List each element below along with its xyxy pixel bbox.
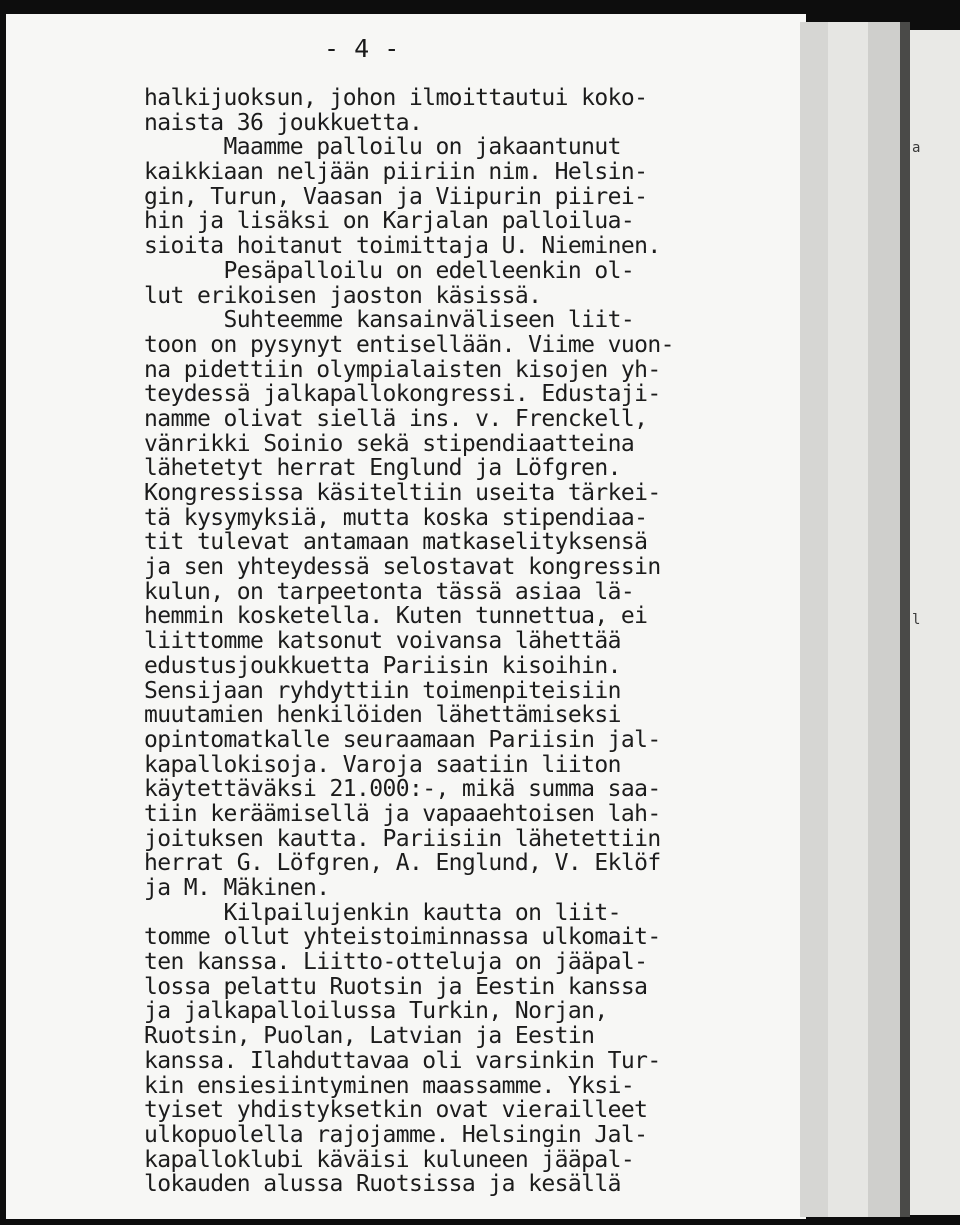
text-line: tiin keräämisellä ja vapaaehtoisen lah-: [144, 800, 661, 827]
book-edge: [868, 22, 900, 1217]
text-line: liittomme katsonut voivansa lähettää: [144, 628, 621, 655]
text-line: Kongressissa käsiteltiin useita tärkei-: [144, 480, 661, 506]
text-line: kapallokisoja. Varoja saatiin liiton: [144, 751, 621, 778]
text-line: Suhteemme kansainväliseen liit-: [144, 307, 635, 334]
text-line: hin ja lisäksi on Karjalan palloilua-: [144, 208, 635, 235]
text-line: ja sen yhteydessä selostavat kongressin: [144, 554, 661, 581]
text-line: Maamme palloilu on jakaantunut: [144, 134, 621, 161]
text-line: lähetetyt herrat Englund ja Löfgren.: [144, 455, 621, 482]
page-number: - 4 -: [324, 34, 400, 63]
text-line: kin ensiesiintyminen maassamme. Yksi-: [144, 1072, 635, 1099]
text-line: ten kanssa. Liitto-otteluja on jääpal-: [144, 949, 648, 976]
margin-mark: l: [912, 612, 921, 628]
paper-sheet: [6, 14, 806, 1219]
text-line: halkijuoksun, johon ilmoittautui koko-: [144, 85, 648, 111]
text-line: lokauden alussa Ruotsissa ja kesällä: [144, 1171, 621, 1198]
text-line: kaikkiaan neljään piiriin nim. Helsin-: [144, 159, 648, 186]
text-line: ja jalkapalloilussa Turkin, Norjan,: [144, 998, 608, 1025]
text-line: herrat G. Löfgren, A. Englund, V. Eklöf: [144, 850, 661, 877]
text-line: na pidettiin olympialaisten kisojen yh-: [144, 356, 661, 383]
text-line: kapalloklubi käväisi kuluneen jääpal-: [144, 1146, 635, 1173]
text-line: ja M. Mäkinen.: [144, 875, 330, 901]
text-line: tomme ollut yhteistoiminnassa ulkomait-: [144, 924, 661, 951]
text-line: lut erikoisen jaoston käsissä.: [144, 282, 542, 309]
text-line: kulun, on tarpeetonta tässä asiaa lä-: [144, 578, 635, 605]
text-line: joituksen kautta. Pariisiin lähetettiin: [144, 825, 661, 852]
text-line: tit tulevat antamaan matkaselityksensä: [144, 529, 648, 556]
text-line: muutamien henkilöiden lähettämiseksi: [144, 702, 621, 729]
text-line: Kilpailujenkin kautta on liit-: [144, 899, 621, 926]
text-line: teydessä jalkapallokongressi. Edustaji-: [144, 381, 661, 408]
text-line: Pesäpalloilu on edelleenkin ol-: [144, 257, 635, 284]
text-line: lossa pelattu Ruotsin ja Eestin kanssa: [144, 973, 648, 1000]
text-line: namme olivat siellä ins. v. Frenckell,: [144, 405, 648, 432]
text-line: gin, Turun, Vaasan ja Viipurin piirei-: [144, 183, 648, 210]
text-line: toon on pysynyt entisellään. Viime vuon-: [144, 331, 674, 358]
text-line: tyiset yhdistyksetkin ovat vierailleet: [144, 1097, 648, 1124]
text-line: edustusjoukkuetta Pariisin kisoihin.: [144, 652, 621, 679]
book-edge: [800, 22, 828, 1217]
text-line: naista 36 joukkuetta.: [144, 109, 423, 136]
text-line: opintomatkalle seuraamaan Pariisin jal-: [144, 726, 661, 753]
text-line: käytettäväksi 21.000:-, mikä summa saa-: [144, 776, 661, 803]
margin-mark: a: [912, 140, 921, 156]
body-text: [144, 86, 674, 1197]
text-line: sioita hoitanut toimittaja U. Nieminen.: [144, 233, 661, 260]
text-line: vänrikki Soinio sekä stipendiaatteina: [144, 430, 635, 457]
text-line: ulkopuolella rajojamme. Helsingin Jal-: [144, 1121, 648, 1148]
book-edge: [828, 22, 868, 1217]
book-gutter: [900, 22, 910, 1217]
text-line: tä kysymyksiä, mutta koska stipendiaa-: [144, 504, 648, 531]
text-line: Sensijaan ryhdyttiin toimenpiteisiin: [144, 677, 621, 704]
text-line: kanssa. Ilahduttavaa oli varsinkin Tur-: [144, 1047, 661, 1074]
text-line: Ruotsin, Puolan, Latvian ja Eestin: [144, 1023, 595, 1050]
text-line: hemmin kosketella. Kuten tunnettua, ei: [144, 603, 648, 630]
